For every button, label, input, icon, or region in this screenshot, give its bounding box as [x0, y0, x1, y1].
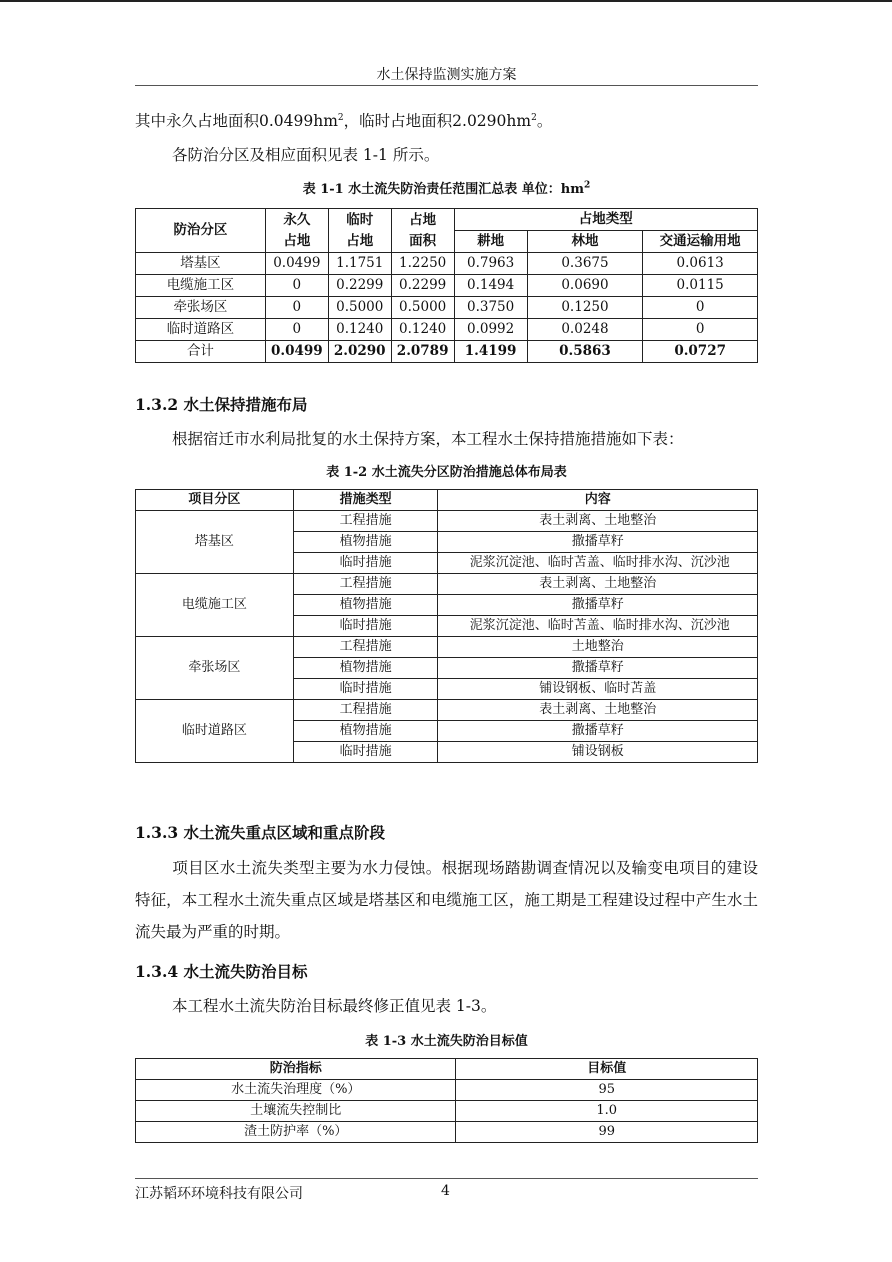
table-cell: 表土剥离、土地整治 — [438, 574, 758, 595]
table-row — [136, 700, 758, 721]
section-text-1-3-3-body: 项目区水土流失类型主要为水力侵蚀。根据现场踏勘调查情况以及输变电项目的建设特征，本工程水土流失重点区域是塔基区和电缆施工区，施工期是工程建设过程中产生水土流失最为严重的时期。 — [135, 859, 758, 941]
table-cell: 0 — [265, 319, 328, 341]
table-cell: 表土剥离、土地整治 — [438, 511, 758, 532]
table-cell: 0.3675 — [527, 253, 643, 275]
header-traffic-land: 交通运输用地 — [643, 231, 758, 253]
section-heading-1-3-3: 1.3.3 水土流失重点区域和重点阶段 — [135, 823, 386, 842]
table-cell: 0.7963 — [454, 253, 527, 275]
section-text-1-3-3 — [135, 852, 758, 948]
header-forest: 林地 — [527, 231, 643, 253]
table-responsibility-area — [135, 208, 758, 363]
table-cell: 合计 — [136, 341, 266, 363]
page-header-title: 水土保持监测实施方案 — [376, 67, 517, 83]
table-cell: 95 — [456, 1080, 758, 1101]
page-number: 4 — [441, 1183, 450, 1199]
header-content: 内容 — [438, 490, 758, 511]
section-text-1-3-4: 本工程水土流失防治目标最终修正值见表 1-3。 — [172, 997, 497, 1015]
table-cell: 表土剥离、土地整治 — [438, 700, 758, 721]
table-cell: 植物措施 — [293, 595, 438, 616]
table-row — [136, 275, 758, 297]
header-farmland: 耕地 — [454, 231, 527, 253]
table-cell: 0 — [265, 297, 328, 319]
table-cell: 0.0690 — [527, 275, 643, 297]
table-cell: 0.1240 — [391, 319, 454, 341]
table-cell: 0.1250 — [527, 297, 643, 319]
table-cell: 撒播草籽 — [438, 658, 758, 679]
table-cell: 临时措施 — [293, 742, 438, 763]
table-cell: 0.1494 — [454, 275, 527, 297]
table1-caption-text: 表 1-1 水土流失防治责任范围汇总表 单位：hm — [302, 182, 584, 197]
intro-line-2: 各防治分区及相应面积见表 1-1 所示。 — [172, 146, 440, 164]
table-cell: 0.5000 — [328, 297, 391, 319]
table-cell: 铺设钢板、临时苫盖 — [438, 679, 758, 700]
table-cell: 铺设钢板 — [438, 742, 758, 763]
section-text-1-3-2: 根据宿迁市水利局批复的水土保持方案，本工程水土保持措施措施如下表： — [172, 430, 684, 448]
header-temporary: 临时占地 — [328, 209, 391, 253]
section-heading-1-3-2: 1.3.2 水土保持措施布局 — [135, 395, 308, 414]
table-cell: 塔基区 — [136, 253, 266, 275]
table-cell: 植物措施 — [293, 658, 438, 679]
table-cell: 1.0 — [456, 1101, 758, 1122]
table-prevention-targets — [135, 1058, 758, 1143]
table-cell: 牵张场区 — [136, 297, 266, 319]
table-cell: 撒播草籽 — [438, 532, 758, 553]
table-cell: 0.2299 — [391, 275, 454, 297]
table-cell: 0 — [643, 319, 758, 341]
superscript: 2 — [584, 180, 591, 191]
footer-company: 江苏韬环环境科技有限公司 — [135, 1186, 303, 1202]
table-measure-layout — [135, 489, 758, 763]
table-cell: 0 — [265, 275, 328, 297]
table-cell: 植物措施 — [293, 721, 438, 742]
table-cell: 0.5863 — [527, 341, 643, 363]
table-cell: 临时道路区 — [136, 319, 266, 341]
table-cell: 2.0290 — [328, 341, 391, 363]
table-cell: 电缆施工区 — [136, 275, 266, 297]
zone-cell: 临时道路区 — [136, 700, 294, 763]
table-cell: 1.1751 — [328, 253, 391, 275]
table-cell: 工程措施 — [293, 700, 438, 721]
intro-text-c: 。 — [536, 112, 553, 131]
table-cell: 1.2250 — [391, 253, 454, 275]
table-row — [136, 1080, 758, 1101]
header-zone: 防治分区 — [136, 209, 266, 253]
table-cell: 工程措施 — [293, 637, 438, 658]
table-row — [136, 574, 758, 595]
header-area: 占地面积 — [391, 209, 454, 253]
header-land-type: 占地类型 — [454, 209, 757, 231]
header-project-zone: 项目分区 — [136, 490, 294, 511]
table-cell: 工程措施 — [293, 574, 438, 595]
intro-text-b: ，临时占地面积2.0290hm — [343, 112, 532, 131]
zone-cell: 塔基区 — [136, 511, 294, 574]
table-row — [136, 319, 758, 341]
intro-line-1 — [135, 102, 758, 137]
table-cell: 渣土防护率（%） — [136, 1122, 456, 1143]
header-index: 防治指标 — [136, 1059, 456, 1080]
table-row — [136, 253, 758, 275]
table-cell: 土壤流失控制比 — [136, 1101, 456, 1122]
table-cell: 0.0499 — [265, 341, 328, 363]
table-cell: 0.5000 — [391, 297, 454, 319]
table-row — [136, 511, 758, 532]
table-cell: 土地整治 — [438, 637, 758, 658]
table-cell: 0.0613 — [643, 253, 758, 275]
superscript: 2 — [337, 113, 344, 123]
header-permanent: 永久占地 — [265, 209, 328, 253]
table3-caption: 表 1-3 水土流失防治目标值 — [365, 1034, 528, 1049]
table-cell: 植物措施 — [293, 532, 438, 553]
table-cell: 水土流失治理度（%） — [136, 1080, 456, 1101]
table-cell: 0.0499 — [265, 253, 328, 275]
table-cell: 2.0789 — [391, 341, 454, 363]
page-top-border — [0, 0, 892, 2]
table-cell: 0.1240 — [328, 319, 391, 341]
table-row — [136, 1101, 758, 1122]
table-cell: 0.0248 — [527, 319, 643, 341]
table-cell: 1.4199 — [454, 341, 527, 363]
table-cell: 泥浆沉淀池、临时苫盖、临时排水沟、沉沙池 — [438, 553, 758, 574]
header-rule — [135, 85, 758, 86]
table-row — [136, 297, 758, 319]
table-cell: 临时措施 — [293, 553, 438, 574]
footer-rule — [135, 1178, 758, 1179]
table-row — [136, 1122, 758, 1143]
table-cell: 临时措施 — [293, 679, 438, 700]
table-cell: 撒播草籽 — [438, 595, 758, 616]
table-cell: 0.3750 — [454, 297, 527, 319]
table-cell: 工程措施 — [293, 511, 438, 532]
header-target: 目标值 — [456, 1059, 758, 1080]
intro-text-a: 其中永久占地面积0.0499hm — [135, 112, 338, 131]
zone-cell: 牵张场区 — [136, 637, 294, 700]
table-cell: 0.2299 — [328, 275, 391, 297]
table-cell: 0.0115 — [643, 275, 758, 297]
zone-cell: 电缆施工区 — [136, 574, 294, 637]
table-cell: 泥浆沉淀池、临时苫盖、临时排水沟、沉沙池 — [438, 616, 758, 637]
table-total-row — [136, 341, 758, 363]
table-cell: 0.0727 — [643, 341, 758, 363]
header-measure-type: 措施类型 — [293, 490, 438, 511]
table2-caption: 表 1-2 水土流失分区防治措施总体布局表 — [326, 465, 567, 480]
table-cell: 99 — [456, 1122, 758, 1143]
section-heading-1-3-4: 1.3.4 水土流失防治目标 — [135, 962, 308, 981]
table-cell: 0 — [643, 297, 758, 319]
table-cell: 撒播草籽 — [438, 721, 758, 742]
table-cell: 临时措施 — [293, 616, 438, 637]
table1-caption — [135, 178, 758, 197]
table-cell: 0.0992 — [454, 319, 527, 341]
table-row — [136, 637, 758, 658]
superscript: 2 — [531, 113, 537, 123]
